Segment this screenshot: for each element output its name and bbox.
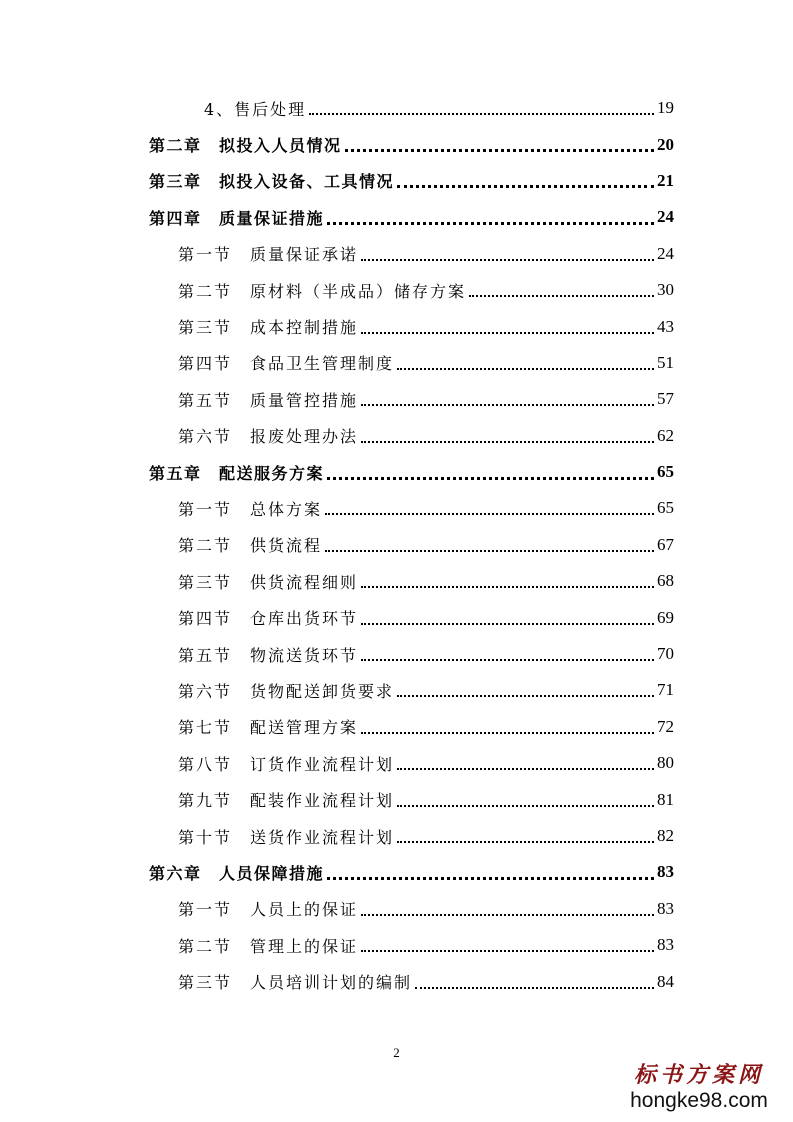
toc-entry-page-number: 70 bbox=[657, 644, 674, 664]
toc-entry-section[interactable] bbox=[0, 818, 793, 854]
dot-leader bbox=[361, 259, 654, 261]
toc-entry-page-number: 51 bbox=[657, 352, 674, 372]
toc-entry-section[interactable] bbox=[0, 563, 793, 599]
dot-leader bbox=[415, 987, 654, 989]
watermark-url: hongke98.com bbox=[630, 1089, 768, 1112]
dot-leader bbox=[397, 805, 654, 807]
toc-entry-section[interactable] bbox=[0, 527, 793, 563]
dot-leader bbox=[361, 659, 654, 661]
toc-entry-page-number: 72 bbox=[657, 716, 674, 736]
dot-leader bbox=[397, 768, 654, 770]
toc-entry-page-number: 30 bbox=[657, 280, 674, 300]
toc-entry-title: 第七节 配送管理方案 bbox=[178, 718, 359, 738]
toc-entry-page-number: 84 bbox=[657, 971, 674, 991]
toc-entry-title: 第六章 人员保障措施 bbox=[149, 863, 325, 883]
toc-entry-section[interactable] bbox=[0, 745, 793, 781]
toc-entry-title: 第三章 拟投入设备、工具情况 bbox=[149, 172, 395, 192]
toc-entry-page-number: 67 bbox=[657, 534, 674, 554]
toc-entry-title: 4、售后处理 bbox=[204, 99, 307, 119]
dot-leader bbox=[327, 477, 654, 480]
toc-entry-title: 第四节 仓库出货环节 bbox=[178, 609, 359, 629]
toc-entry-section[interactable] bbox=[0, 709, 793, 745]
dot-leader bbox=[361, 404, 654, 406]
dot-leader bbox=[361, 914, 654, 916]
toc-entry-title: 第五章 配送服务方案 bbox=[149, 463, 325, 483]
toc-entry-title: 第三节 供货流程细则 bbox=[178, 572, 359, 592]
dot-leader bbox=[327, 222, 654, 225]
table-of-contents bbox=[0, 90, 793, 1000]
toc-entry-page-number: 81 bbox=[657, 789, 674, 809]
toc-entry-section[interactable] bbox=[0, 963, 793, 999]
toc-entry-chapter[interactable] bbox=[0, 454, 793, 490]
dot-leader bbox=[469, 295, 654, 297]
toc-entry-title: 第十节 送货作业流程计划 bbox=[178, 827, 395, 847]
page-number: 2 bbox=[393, 1045, 400, 1060]
toc-entry-page-number: 24 bbox=[657, 243, 674, 263]
dot-leader bbox=[361, 332, 654, 334]
toc-entry-title: 第八节 订货作业流程计划 bbox=[178, 754, 395, 774]
dot-leader bbox=[397, 841, 654, 843]
toc-entry-title: 第一节 人员上的保证 bbox=[178, 900, 359, 920]
watermark-logo bbox=[619, 1062, 779, 1114]
toc-entry-page-number: 82 bbox=[657, 826, 674, 845]
toc-entry-section[interactable] bbox=[0, 891, 793, 927]
toc-entry-section[interactable] bbox=[0, 272, 793, 308]
toc-entry-title: 第一节 质量保证承诺 bbox=[178, 245, 359, 265]
toc-entry-title: 第二章 拟投入人员情况 bbox=[149, 136, 342, 156]
dot-leader bbox=[397, 695, 654, 697]
dot-leader bbox=[325, 513, 654, 515]
toc-entry-title: 第二节 管理上的保证 bbox=[178, 936, 359, 956]
toc-entry-title: 第三节 人员培训计划的编制 bbox=[178, 973, 413, 993]
toc-entry-chapter[interactable] bbox=[0, 163, 793, 199]
toc-entry-page-number: 65 bbox=[657, 498, 674, 518]
toc-entry-page-number: 65 bbox=[657, 462, 674, 482]
dot-leader bbox=[361, 732, 654, 734]
toc-entry-page-number: 21 bbox=[657, 170, 674, 190]
dot-leader bbox=[325, 550, 654, 552]
toc-entry-item[interactable] bbox=[0, 90, 793, 126]
toc-entry-title: 第二节 供货流程 bbox=[178, 536, 323, 556]
toc-entry-title: 第六节 货物配送卸货要求 bbox=[178, 681, 395, 701]
toc-entry-section[interactable] bbox=[0, 636, 793, 672]
toc-entry-section[interactable] bbox=[0, 672, 793, 708]
toc-entry-page-number: 57 bbox=[657, 389, 674, 409]
toc-entry-section[interactable] bbox=[0, 236, 793, 272]
toc-entry-page-number: 62 bbox=[657, 425, 674, 445]
toc-entry-page-number: 69 bbox=[657, 607, 674, 627]
dot-leader bbox=[361, 586, 654, 588]
toc-entry-chapter[interactable] bbox=[0, 199, 793, 235]
dot-leader bbox=[397, 368, 654, 370]
toc-entry-page-number: 19 bbox=[657, 98, 674, 118]
toc-entry-section[interactable] bbox=[0, 599, 793, 635]
toc-entry-page-number: 68 bbox=[657, 571, 674, 591]
toc-entry-page-number: 83 bbox=[657, 898, 674, 918]
toc-entry-section[interactable] bbox=[0, 308, 793, 344]
toc-entry-section[interactable] bbox=[0, 418, 793, 454]
toc-entry-section[interactable] bbox=[0, 927, 793, 963]
toc-entry-page-number: 71 bbox=[657, 680, 674, 700]
dot-leader bbox=[361, 623, 654, 625]
toc-entry-title: 第三节 成本控制措施 bbox=[178, 318, 359, 338]
dot-leader bbox=[327, 877, 654, 880]
toc-entry-page-number: 24 bbox=[657, 207, 674, 227]
toc-entry-page-number: 83 bbox=[657, 935, 674, 955]
toc-entry-page-number: 80 bbox=[657, 753, 674, 773]
toc-entry-title: 第六节 报废处理办法 bbox=[178, 427, 359, 447]
toc-entry-page-number: 20 bbox=[657, 134, 674, 154]
toc-entry-section[interactable] bbox=[0, 490, 793, 526]
toc-entry-title: 第九节 配装作业流程计划 bbox=[178, 791, 395, 811]
watermark-title: 标书方案网 bbox=[633, 1062, 764, 1088]
toc-entry-section[interactable] bbox=[0, 381, 793, 417]
dot-leader bbox=[361, 950, 654, 952]
toc-entry-chapter[interactable] bbox=[0, 126, 793, 162]
toc-entry-page-number: 83 bbox=[657, 862, 674, 882]
toc-entry-title: 第五节 物流送货环节 bbox=[178, 645, 359, 665]
toc-entry-section[interactable] bbox=[0, 781, 793, 817]
dot-leader bbox=[361, 441, 654, 443]
toc-entry-page-number: 43 bbox=[657, 316, 674, 336]
toc-entry-title: 第四章 质量保证措施 bbox=[149, 208, 325, 228]
dot-leader bbox=[309, 113, 654, 115]
toc-entry-title: 第二节 原材料（半成品）储存方案 bbox=[178, 281, 467, 301]
dot-leader bbox=[397, 185, 654, 188]
toc-entry-title: 第四节 食品卫生管理制度 bbox=[178, 354, 395, 374]
toc-entry-title: 第五节 质量管控措施 bbox=[178, 390, 359, 410]
toc-entry-title: 第一节 总体方案 bbox=[178, 499, 323, 519]
toc-entry-section[interactable] bbox=[0, 345, 793, 381]
toc-entry-chapter[interactable] bbox=[0, 854, 793, 890]
dot-leader bbox=[345, 149, 654, 152]
